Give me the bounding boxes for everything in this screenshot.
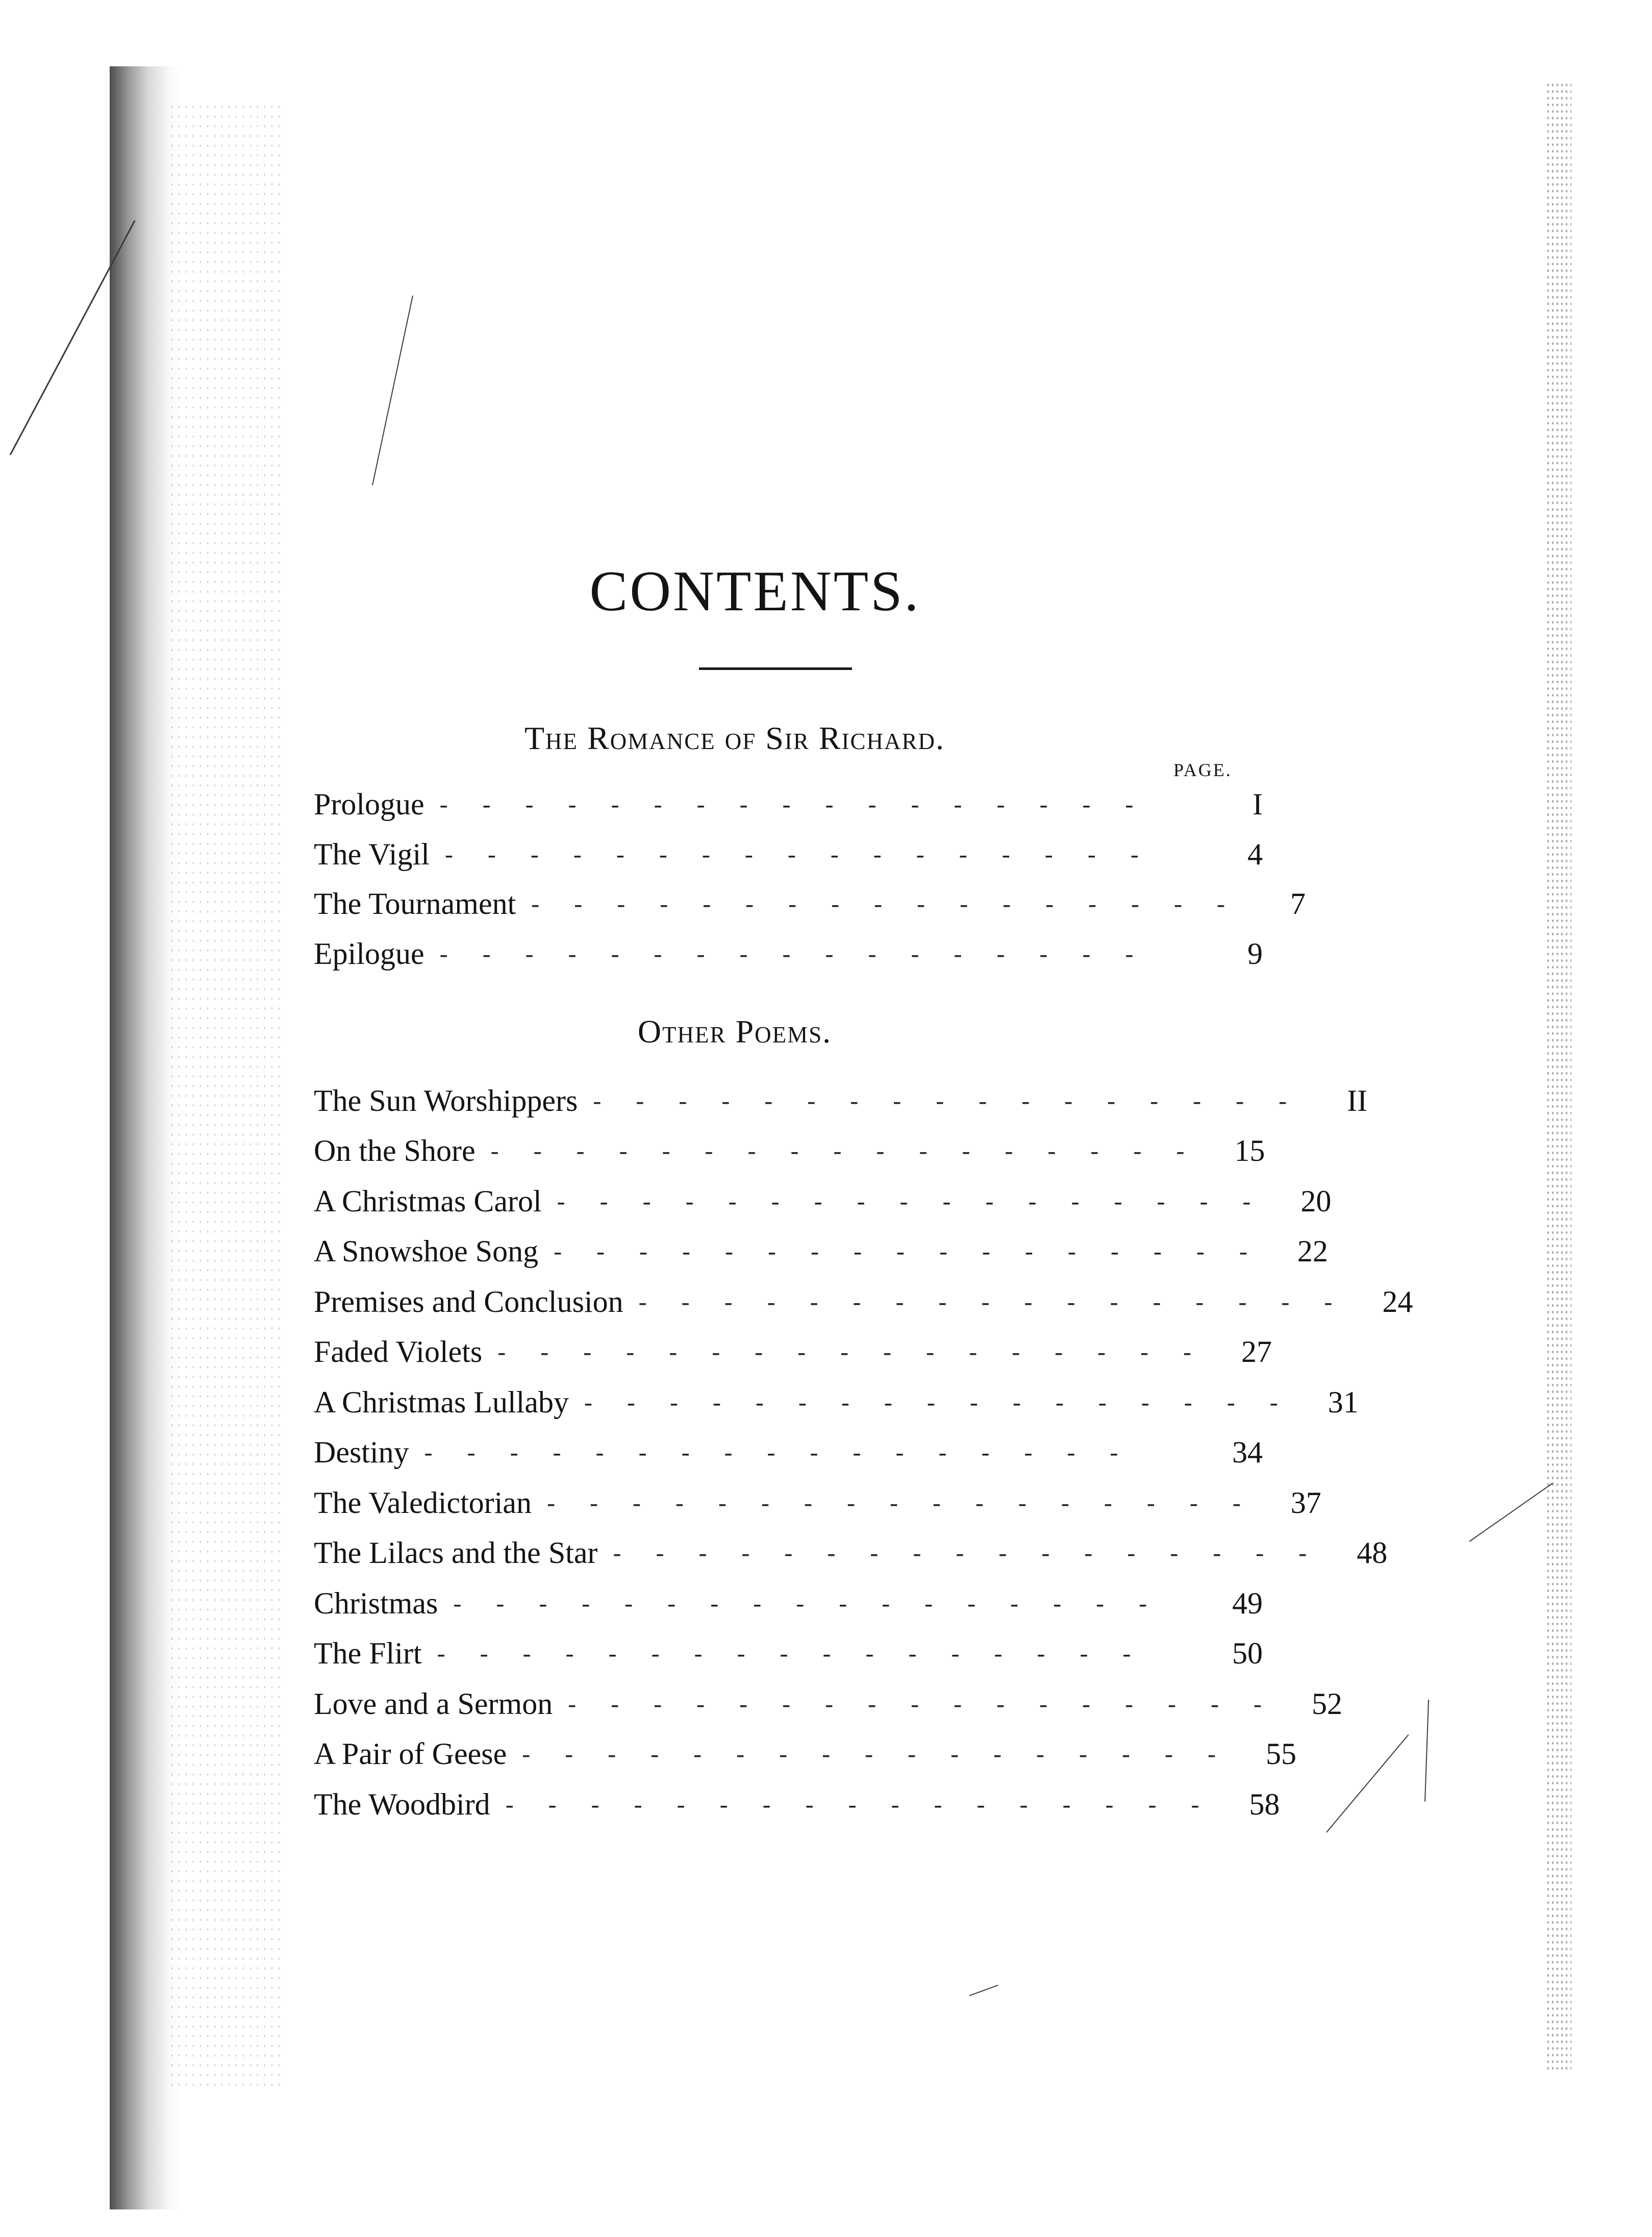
toc-entry-page: 7: [1290, 887, 1306, 921]
dot-leader: -----------------: [593, 1087, 1322, 1114]
toc-entry-page: 50: [1232, 1636, 1263, 1671]
scratch-mark: [969, 1985, 998, 1996]
toc-entry-page: 58: [1249, 1787, 1280, 1821]
toc-entry: [314, 1227, 1328, 1277]
toc-entry: [314, 830, 1263, 880]
toc-entry: [314, 1729, 1296, 1780]
toc-section-romance: [314, 780, 1306, 979]
toc-entry-page: 31: [1328, 1385, 1359, 1419]
toc-entry-page: 15: [1234, 1134, 1265, 1168]
toc-entry-page: 9: [1247, 937, 1263, 971]
toc-entry-page: I: [1253, 787, 1263, 822]
dot-leader: -----------------: [439, 940, 1168, 968]
toc-entry-page: 48: [1357, 1536, 1388, 1570]
toc-entry: [314, 879, 1306, 929]
toc-entry: [314, 780, 1263, 830]
toc-entry-title: The Valedictorian: [314, 1485, 532, 1520]
section-heading-romance: The Romance of Sir Richard.: [524, 720, 945, 756]
toc-entry-title: Love and a Sermon: [314, 1686, 553, 1721]
toc-entry-title: The Flirt: [314, 1636, 422, 1671]
page-title: CONTENTS.: [589, 560, 921, 623]
scratch-mark: [1326, 1734, 1409, 1833]
toc-entry-title: A Pair of Geese: [314, 1737, 507, 1771]
dot-leader: -----------------: [439, 791, 1168, 818]
section-heading-other-poems: Other Poems.: [637, 1013, 832, 1050]
toc-entry-title: The Lilacs and the Star: [314, 1536, 598, 1570]
dot-leader: -----------------: [437, 1640, 1166, 1668]
toc-entry: [314, 1277, 1413, 1327]
toc-entry: [314, 1126, 1263, 1177]
dot-leader: -----------------: [557, 1187, 1286, 1215]
toc-entry: [314, 1629, 1263, 1679]
toc-entry: [314, 1779, 1280, 1830]
toc-entry-title: The Vigil: [314, 837, 430, 871]
dot-leader: -----------------: [638, 1288, 1367, 1315]
toc-entry-title: Destiny: [314, 1435, 409, 1470]
dot-leader: -----------------: [531, 890, 1260, 918]
scratch-mark: [372, 295, 413, 485]
dot-leader: -----------------: [584, 1388, 1313, 1416]
dot-leader: -----------------: [568, 1690, 1296, 1718]
toc-entry-title: A Christmas Carol: [314, 1184, 542, 1218]
scratch-mark: [1469, 1482, 1553, 1542]
toc-entry-title: Epilogue: [314, 937, 424, 971]
dot-leader: -----------------: [444, 840, 1173, 868]
toc-entry-page: II: [1347, 1083, 1368, 1117]
title-rule: [699, 667, 852, 670]
binding-speckle-right: [1546, 82, 1571, 2072]
toc-entry: [314, 1327, 1272, 1378]
dot-leader: -----------------: [424, 1439, 1153, 1467]
toc-entry-page: 22: [1297, 1234, 1328, 1269]
toc-entry-page: 34: [1232, 1435, 1263, 1470]
toc-entry: [314, 1377, 1359, 1428]
scratch-mark: [1424, 1700, 1429, 1802]
binding-speckle-left: [168, 102, 281, 2092]
toc-entry-page: 4: [1247, 837, 1263, 871]
toc-entry: [314, 1076, 1368, 1126]
toc-entry-title: A Snowshoe Song: [314, 1234, 539, 1269]
dot-leader: -----------------: [547, 1489, 1275, 1517]
toc-section-other-poems: [314, 1076, 1413, 1830]
toc-entry-title: Faded Violets: [314, 1335, 483, 1369]
dot-leader: -----------------: [554, 1238, 1282, 1265]
toc-entry: [314, 1578, 1263, 1629]
toc-entry-page: 52: [1311, 1686, 1342, 1721]
toc-entry-title: Christmas: [314, 1586, 438, 1620]
page-column-label: PAGE.: [1173, 760, 1232, 780]
toc-entry-title: The Tournament: [314, 887, 516, 921]
toc-entry-page: 24: [1382, 1284, 1413, 1319]
toc-entry: [314, 1478, 1321, 1528]
toc-entry-title: A Christmas Lullaby: [314, 1385, 569, 1419]
toc-entry-title: The Woodbird: [314, 1787, 490, 1821]
dot-leader: -----------------: [453, 1589, 1182, 1617]
toc-entry-page: 37: [1290, 1485, 1321, 1520]
dot-leader: -----------------: [490, 1137, 1219, 1165]
toc-entry-page: 27: [1241, 1335, 1272, 1369]
toc-entry: [314, 1528, 1388, 1579]
toc-entry: [314, 1428, 1263, 1478]
toc-entry-title: Premises and Conclusion: [314, 1284, 623, 1319]
dot-leader: -----------------: [613, 1539, 1342, 1567]
toc-entry-title: On the Shore: [314, 1134, 475, 1168]
toc-entry: [314, 1176, 1332, 1227]
toc-entry-title: Prologue: [314, 787, 424, 822]
toc-entry: [314, 1679, 1342, 1729]
toc-entry-page: 20: [1300, 1184, 1332, 1218]
dot-leader: -----------------: [522, 1741, 1250, 1768]
toc-entry-page: 55: [1265, 1737, 1296, 1771]
toc-entry: [314, 929, 1263, 979]
toc-entry-title: The Sun Worshippers: [314, 1083, 578, 1117]
toc-entry-page: 49: [1232, 1586, 1263, 1620]
dot-leader: -----------------: [505, 1791, 1234, 1818]
dot-leader: -----------------: [497, 1338, 1226, 1366]
